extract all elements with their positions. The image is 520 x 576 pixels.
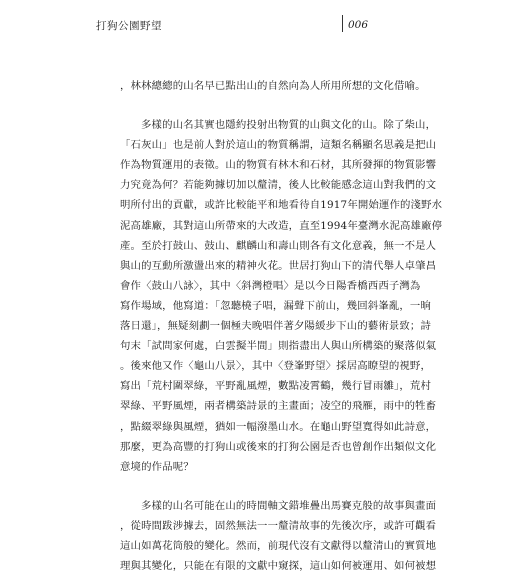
text-line: 會作〈鼓山八詠〉，其中〈斜灣橙唱〉是以今日陽香橋西西子灣為 (120, 279, 421, 292)
text-line: 翠綠、平野風煙，兩者構築詩景的主畫面；凌空的飛雁，雨中的牲畜 (120, 400, 437, 413)
text-line: 與山的互動所激盪出來的精神火花。世居打狗山下的清代舉人卓肇昌 (120, 259, 437, 272)
text-line: 句末「試問家何處，白雲擬半間」則指盡出人與山所構築的聚落似氣 (120, 340, 437, 353)
text-line: 。後來他又作〈龜山八景〉，其中〈登峯野望〉採居高瞭望的視野， (120, 360, 432, 373)
header-divider (342, 15, 343, 32)
text-line: 落日還」，無疑刻劃一個極夫晚唱伴著夕陽緩步下山的藝術景致；詩 (120, 320, 432, 333)
text-line: 泥高雄廠，其對這山所帶來的大改造，直至1994年臺灣水泥高雄廠停 (120, 219, 443, 232)
text-line: ，點綴翠綠與風煙，猶如一幅潑墨山水。在龜山野望寬得如此詩意， (120, 420, 437, 433)
text-line: 寫出「荒村圍翠綠，平野亂風煙，數點凌霄鶴，幾行冒雨雛」，荒村 (120, 380, 432, 393)
text-line: 「石灰山」也是前人對於這山的物質稱謂，這類名稱顯名思義是把山 (120, 139, 437, 152)
text-line: 寫作場域，他寫道：「忽聽橈子唱，漏聲下前山，幾回斜峯亂，一晌 (120, 299, 432, 312)
text-line: 力究竟為何？若能夠據切加以釐清，後人比較能感念這山對我們的文 (120, 179, 437, 192)
text-line: 意境的作品呢？ (120, 460, 194, 473)
text-line: 產。至於打鼓山、鼓山、麒麟山和壽山則各有文化意義，無一不是人 (120, 239, 437, 252)
paragraph-1 (120, 76, 426, 96)
text-line: 多樣的山名其實也隱約投射出物質的山與文化的山。除了柴山， (141, 119, 437, 132)
body-text (120, 76, 443, 576)
text-line: 這山如萬花筒般的變化。然而，前現代沒有文獻得以釐清山的實質地 (120, 539, 437, 552)
text-line: 理與其變化，只能在有限的文獻中窺探，這山如何被運用、如何被想 (120, 560, 437, 573)
paragraph-2 (120, 115, 443, 477)
page-number: 006 (348, 19, 369, 31)
text-line: 明所付出的貢獻，或許比較能平和地看待自1917年開始運作的淺野水 (120, 199, 443, 212)
paragraph-3 (120, 496, 437, 576)
text-line: ，林林總總的山名早已點出山的自然向為人所用所想的文化借喻。 (120, 80, 426, 92)
running-header-title: 打狗公園野望 (96, 20, 162, 32)
text-line: ，從時間跋涉據去，固然無法一一釐清故事的先後次序，或許可觀看 (120, 519, 437, 532)
text-line: 作為物質運用的表徵。山的物質有林木和石材，其所發揮的物質影響 (120, 159, 437, 172)
text-line: 多樣的山名可能在山的時間軸文錯堆疊出馬賽克般的故事與畫面 (141, 499, 437, 512)
text-line: 那麼，更為高豐的打狗山或後來的打狗公園是否也曾創作出類似文化 (120, 440, 437, 453)
